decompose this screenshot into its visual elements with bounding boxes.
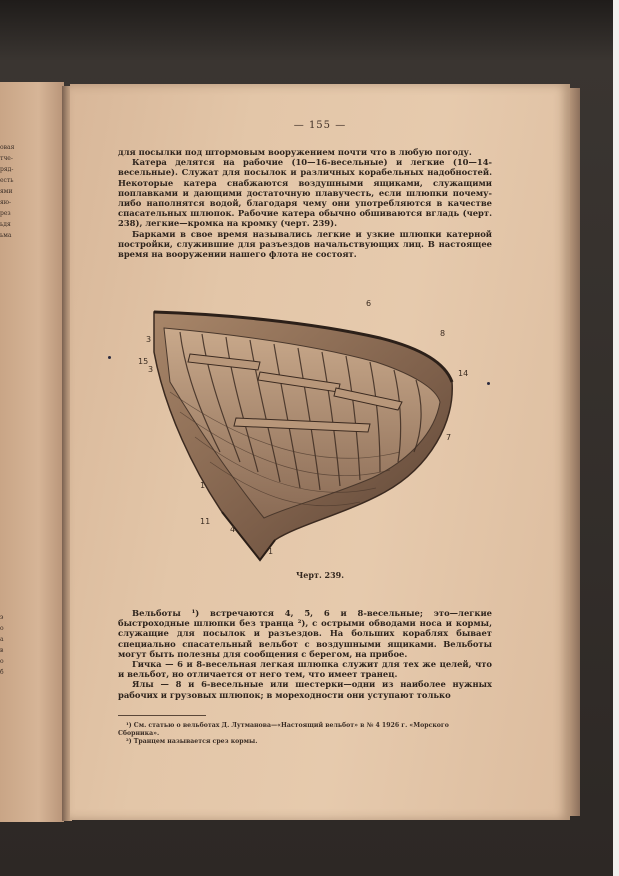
boat-illustration (140, 292, 470, 562)
ink-dot (487, 382, 490, 385)
paragraph: для посылки под штормовым вооружением почти что в любую погоду. (118, 147, 472, 157)
text-block-top (118, 147, 492, 259)
left-page-fragment: тче- (0, 155, 13, 162)
footnote: ¹) См. статью о вельботах Д. Лутманова—«Настоящий вельбот» в № 4 1926 г. «Морского Сборника». (118, 722, 449, 737)
text-block-bottom (118, 608, 492, 700)
callout-label: 8 (440, 329, 446, 338)
paragraph: Ялы — 8 и 6-весельные или шестерки—одни из наиболее нужных рабочих и грузовых шлюпок; в мореходности они уступают только (118, 679, 492, 700)
left-page-fragment: ьдя (0, 221, 11, 228)
ink-dot (108, 356, 111, 359)
callout-label: 6 (366, 299, 372, 308)
paragraph: Катера делятся на рабочие (10—16-весельные) и легкие (10—14-весельные). Служат для посылок и различных корабельных надобностей. Некоторые катера снабжаются воздушными ящиками, служащими поплавками и дающими достаточную плавучесть, если шлюпки почему-либо наполнятся водой, благодаря чему они употребляются в качестве спасательных шлюпок. Рабочие катера обычно обшиваются вгладь (черт. 238), легкие—кромка на кромку (черт. 239). (118, 157, 492, 229)
callout-label: 3 (148, 365, 154, 374)
left-page-fragment: э (0, 614, 4, 621)
footnote: ²) Транцем называется срез кормы. (126, 738, 258, 745)
callout-label: 4 (230, 525, 236, 534)
left-page-fragment: рез (0, 210, 11, 217)
footnote-divider (118, 715, 206, 716)
left-page-text-fragments (0, 142, 20, 241)
left-page-fragment: б (0, 669, 4, 676)
book-page (70, 84, 570, 820)
paragraph: Вельботы ¹) встречаются 4, 5, 6 и 8-весельные; это—легкие быстроходные шлюпки без транца ²), с острыми обводами носа и кормы, служащие для посылок и разъездов. На больших кораблях бывает специально спасательный вельбот с воздушными ящиками. Вельботы могут быть полезны для сообщения с берегом, на прибое. (118, 608, 492, 659)
left-page-fragment: ьма (0, 232, 12, 239)
left-page-fragment: а (0, 636, 4, 643)
callout-label: 1 (200, 481, 206, 490)
paragraph: Барками в свое время назывались легкие и узкие шлюпки катерной постройки, служившие для разъездов начальствующих лиц. В настоящее время на вооружении нашего флота не состоят. (118, 228, 492, 260)
left-page-fragment: ями (0, 188, 13, 195)
left-page-fragment: в (0, 647, 4, 654)
callout-label: 15 (138, 357, 149, 366)
callout-label: 11 (200, 517, 211, 526)
page-number: — 155 — (293, 120, 347, 131)
paragraph: Гичка — 6 и 8-весельная легкая шлюпка служит для тех же целей, что и вельбот, но отличается от него тем, что имеет транец. (118, 659, 492, 680)
left-page-fragment: о (0, 658, 4, 665)
page-edge-right (570, 88, 580, 816)
left-page-fragment: о (0, 625, 4, 632)
figure-caption: Черт. 239. (296, 570, 344, 580)
callout-label: 7 (446, 433, 452, 442)
left-page-text-fragments-lower (0, 612, 14, 678)
callout-label: 1 (268, 547, 274, 556)
left-page-fragment: овая (0, 144, 15, 151)
footnotes (118, 722, 492, 746)
callout-label: 14 (458, 369, 469, 378)
left-page-fragment: яю- (0, 199, 12, 206)
left-page-fragment: ряд- (0, 166, 14, 173)
left-page-fragment: есть (0, 177, 14, 184)
callout-label: 3 (146, 335, 152, 344)
left-page-edge (0, 82, 64, 822)
